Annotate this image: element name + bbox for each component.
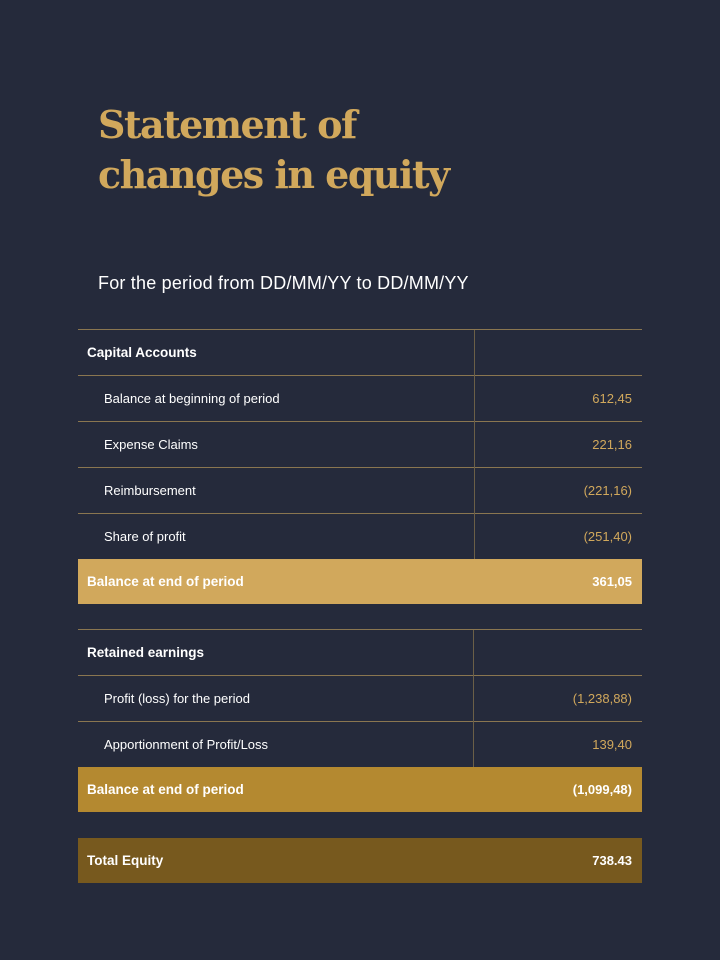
row-value: 139,40 xyxy=(474,722,642,768)
row-label: Balance at beginning of period xyxy=(78,376,475,422)
table-row xyxy=(78,514,642,560)
row-label: Share of profit xyxy=(78,514,475,560)
total-equity-table xyxy=(78,838,642,883)
table-row xyxy=(78,422,642,468)
row-label: Reimbursement xyxy=(78,468,475,514)
table-row xyxy=(78,330,642,376)
section-heading: Retained earnings xyxy=(78,630,474,676)
total-label: Balance at end of period xyxy=(78,767,474,812)
table-row xyxy=(78,722,642,768)
table-row xyxy=(78,630,642,676)
row-label: Profit (loss) for the period xyxy=(78,676,474,722)
period-subtitle: For the period from DD/MM/YY to DD/MM/YY xyxy=(98,273,469,293)
row-label: Expense Claims xyxy=(78,422,475,468)
total-label: Balance at end of period xyxy=(78,559,475,604)
row-value: (221,16) xyxy=(475,468,642,514)
row-label: Apportionment of Profit/Loss xyxy=(78,722,474,768)
empty-cell xyxy=(474,630,642,676)
title-line-2: changes in equity xyxy=(98,152,449,197)
row-value: 221,16 xyxy=(475,422,642,468)
table-row xyxy=(78,468,642,514)
retained-earnings-table xyxy=(78,629,642,812)
table-row xyxy=(78,376,642,422)
page-title xyxy=(98,100,449,200)
capital-accounts-table xyxy=(78,329,642,604)
table-row xyxy=(78,676,642,722)
row-value: (251,40) xyxy=(475,514,642,560)
total-equity-row xyxy=(78,838,642,883)
total-equity-value: 738.43 xyxy=(470,838,642,883)
total-row xyxy=(78,767,642,812)
total-value: (1,099,48) xyxy=(474,767,642,812)
total-value: 361,05 xyxy=(475,559,642,604)
title-line-1: Statement of xyxy=(98,102,356,147)
empty-cell xyxy=(475,330,642,376)
row-value: (1,238,88) xyxy=(474,676,642,722)
row-value: 612,45 xyxy=(475,376,642,422)
section-heading: Capital Accounts xyxy=(78,330,475,376)
total-equity-label: Total Equity xyxy=(78,838,470,883)
total-row xyxy=(78,559,642,604)
